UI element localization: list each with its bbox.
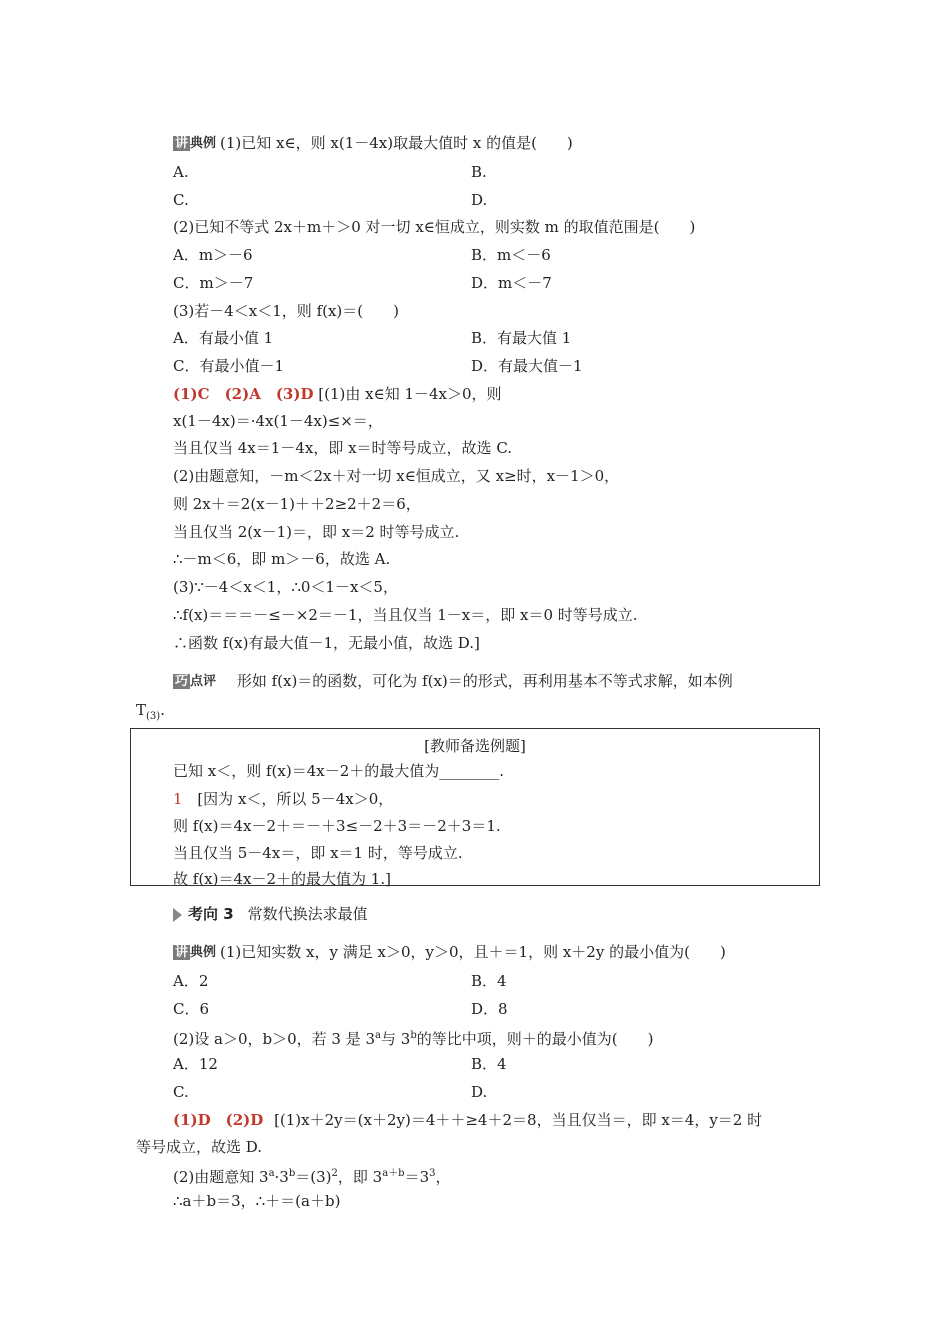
option-a: A．2: [173, 972, 209, 990]
answer-key: 1: [173, 790, 183, 808]
solution-line: 则 2x＋＝2(x－1)＋＋2≥2＋2＝6，: [173, 495, 421, 513]
jiang-dianli-tag: 讲 典例: [175, 136, 217, 151]
solution-line: x(1－4x)＝·4x(1－4x)≤×＝，: [173, 412, 383, 430]
option-c: C．有最小值－1: [173, 357, 285, 375]
option-d: D．8: [471, 1000, 508, 1018]
option-c: C.: [173, 1083, 189, 1101]
solution-line: 当且仅当 4x＝1－4x，即 x＝时等号成立，故选 C.: [173, 439, 513, 457]
example-2-question-2: (2)设 a＞0，b＞0，若 3 是 3$^a$与 3$^b$的等比中项，则＋的最小值为( ): [173, 1030, 654, 1048]
option-b: B.: [471, 163, 487, 181]
option-a: A.: [173, 163, 189, 181]
teacher-question: 已知 x＜，则 f(x)＝4x－2＋的最大值为________.: [173, 762, 505, 780]
example-1-question-3: (3)若－4＜x＜1，则 f(x)＝( ): [173, 302, 399, 320]
teacher-box-title: [教师备选例题]: [424, 737, 526, 755]
answer-key: (1)D (2)D: [173, 1111, 264, 1129]
option-a: A．m＞－6: [173, 246, 253, 264]
option-c: C．6: [173, 1000, 210, 1018]
section-heading: 考向 3 常数代换法求最值: [173, 904, 368, 924]
solution-line: ∴－m＜6，即 m＞－6，故选 A.: [173, 550, 391, 568]
option-c: C．m＞－7: [173, 274, 254, 292]
example-1-question-1: 讲 典例 (1)已知 x∈，则 x(1－4x)取最大值时 x 的值是( ): [175, 134, 573, 152]
remark-tail: $T_{(3)}$.: [136, 701, 165, 722]
solution-line: 等号成立，故选 D.: [136, 1138, 263, 1156]
teacher-solution-line: 则 f(x)＝4x－2＋＝－＋3≤－2＋3＝－2＋3＝1.: [173, 817, 501, 835]
solution-line: (1)D (2)D [(1)x＋2y＝(x＋2y)＝4＋＋≥4＋2＝8，当且仅当＝，即 x＝4，y＝2 时: [173, 1111, 763, 1129]
option-b: B．m＜－6: [471, 246, 551, 264]
solution-line: ∴a＋b＝3，∴＋＝(a＋b): [173, 1192, 341, 1210]
option-d: D.: [471, 191, 488, 209]
option-d: D.: [471, 1083, 488, 1101]
jiang-dianli-tag: 讲 典例: [175, 945, 217, 960]
remark-line: 巧 点评 形如 f(x)＝的函数，可化为 f(x)＝的形式，再利用基本不等式求解，如本例: [175, 672, 733, 690]
option-b: B．4: [471, 1055, 507, 1073]
solution-line: ∴函数 f(x)有最大值－1，无最小值，故选 D.]: [173, 634, 480, 652]
option-b: B．4: [471, 972, 507, 990]
option-d: D．m＜－7: [471, 274, 552, 292]
solution-line: 当且仅当 2(x－1)＝，即 x＝2 时等号成立.: [173, 523, 460, 541]
teacher-solution-line: 1 [因为 x＜，所以 5－4x＞0，: [173, 790, 394, 808]
example-1-question-2: (2)已知不等式 2x＋m＋＞0 对一切 x∈恒成立，则实数 m 的取值范围是( ): [173, 218, 696, 236]
triangle-arrow-icon: [173, 908, 182, 922]
option-b: B．有最大值 1: [471, 329, 572, 347]
solution-line: (3)∵－4＜x＜1，∴0＜1－x＜5，: [173, 578, 398, 596]
option-d: D．有最大值－1: [471, 357, 583, 375]
option-c: C.: [173, 191, 189, 209]
teacher-solution-line: 故 f(x)＝4x－2＋的最大值为 1.]: [173, 870, 391, 888]
solution-line: (2)由题意知，－m＜2x＋对一切 x∈恒成立，又 x≥时，x－1＞0，: [173, 467, 620, 485]
qiao-dianping-tag: 巧 点评: [175, 674, 217, 689]
solution-line: (2)由题意知 $3^a\cdot 3^b=(3)^2$，即 $3^{a+b}=3^3$，: [173, 1168, 451, 1186]
answer-key: (1)C (2)A (3)D: [173, 385, 314, 403]
option-a: A．12: [173, 1055, 218, 1073]
solution-line: ∴f(x)＝＝＝－≤－×2＝－1，当且仅当 1－x＝，即 x＝0 时等号成立.: [173, 606, 638, 624]
option-a: A．有最小值 1: [173, 329, 274, 347]
solution-line: (1)C (2)A (3)D [(1)由 x∈知 1－4x＞0，则: [173, 385, 502, 403]
example-2-question-1: 讲 典例 (1)已知实数 x，y 满足 x＞0，y＞0，且＋＝1，则 x＋2y 的最小值为( ): [175, 943, 726, 961]
teacher-solution-line: 当且仅当 5－4x＝，即 x＝1 时，等号成立.: [173, 844, 463, 862]
